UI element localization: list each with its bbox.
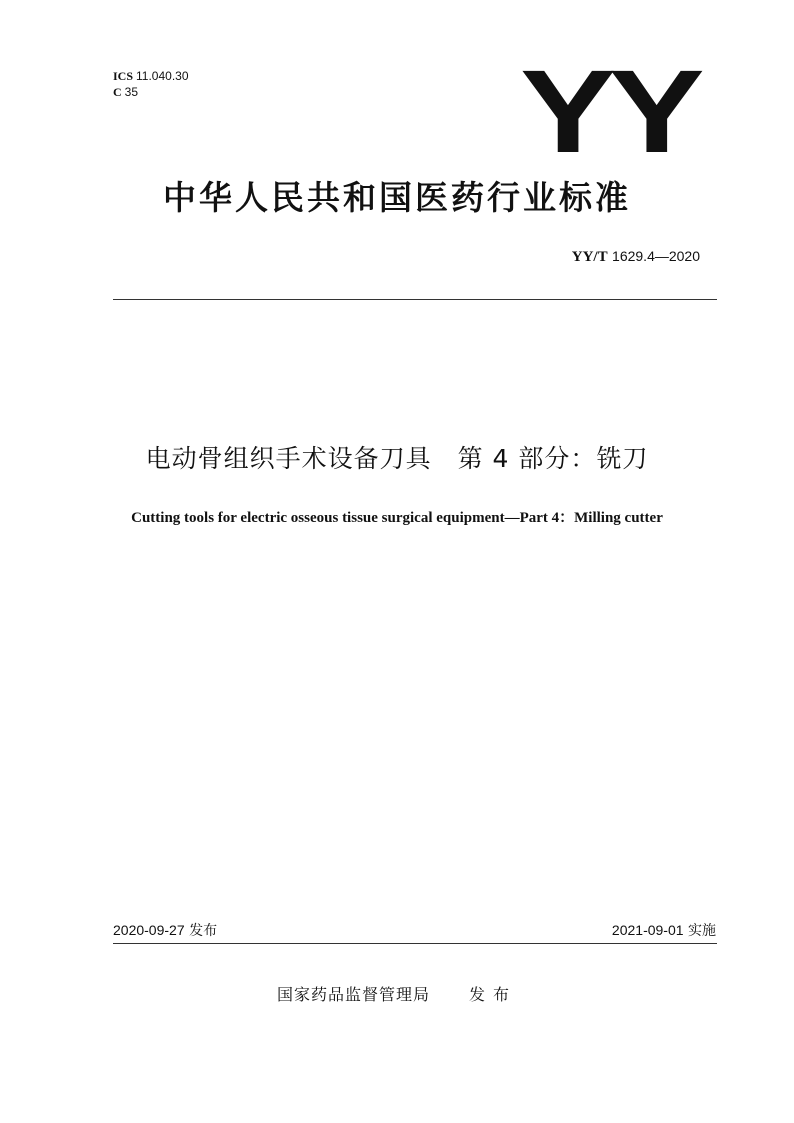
- ccs-value: 35: [124, 85, 139, 99]
- standard-title: 中华人民共和国医药行业标准: [163, 178, 631, 217]
- top-divider: [113, 299, 717, 300]
- ics-line: [113, 68, 189, 84]
- standard-number-value: 1629.4—2020: [612, 248, 700, 264]
- ccs-label: C: [113, 85, 122, 99]
- document-title-cn: 电动骨组织手术设备刀具 第 4 部分：铣刀: [145, 444, 649, 473]
- bottom-divider: [113, 943, 717, 944]
- standard-code: YY/T: [571, 249, 608, 265]
- ics-label: ICS: [113, 69, 134, 83]
- issue-date: 2020-09-27: [113, 922, 185, 938]
- classification-block: [113, 68, 189, 100]
- implement-date: 2021-09-01: [611, 922, 684, 938]
- ics-value: 11.040.30: [136, 69, 189, 83]
- issue-date-line: [113, 921, 217, 940]
- implement-date-line: [612, 921, 716, 940]
- issuer-action: 发布: [469, 985, 518, 1004]
- issuer-line: [0, 984, 794, 1006]
- implement-label: 实施: [688, 923, 716, 939]
- ccs-line: [113, 84, 189, 100]
- yy-logo: YY: [520, 46, 698, 178]
- issuer-organization: 国家药品监督管理局: [276, 985, 430, 1004]
- standard-number: [572, 247, 700, 266]
- issue-label: 发布: [189, 923, 218, 939]
- document-title-en: Cutting tools for electric osseous tissue surgical equipment—Part 4：Milling cutter: [131, 510, 663, 526]
